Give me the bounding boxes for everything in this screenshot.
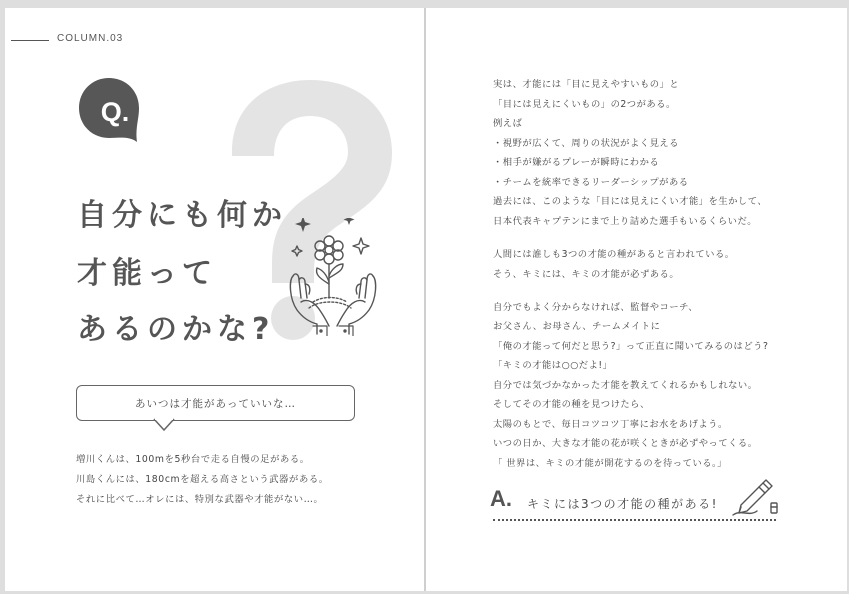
body-line: ・視野が広くて、周りの状況がよく見える (493, 138, 679, 149)
pencil-icon (731, 479, 779, 517)
answer-mark: A. (490, 486, 512, 511)
body-line: 自分でもよく分からなければ、監督やコーチ、 (493, 302, 699, 313)
column-label: COLUMN.03 (57, 33, 124, 44)
headline-line-1: 自分にも何か (77, 198, 287, 233)
book-spread (5, 8, 847, 591)
body-line: そう、キミには、キミの才能が必ずある。 (493, 269, 680, 280)
q-label: Q. (100, 97, 130, 127)
answer-dotted-rule (493, 519, 776, 521)
body-line: いつの日か、大きな才能の花が咲くときが必ずやってくる。 (493, 438, 758, 449)
left-page (5, 8, 424, 591)
sparkle-icon (292, 218, 369, 256)
right-page (426, 8, 847, 591)
body-line: 過去には、このような「目には見えにくい才能」を生かして、 (493, 196, 768, 207)
speech-text: あいつは才能があっていいな… (135, 398, 296, 410)
body-line: 「 世界は、キミの才能が開花するのを待っている。」 (493, 458, 727, 469)
body-line: ・相手が嫌がるプレーが瞬時にわかる (493, 157, 660, 168)
body-line: 「目には見えにくいもの」の2つがある。 (493, 99, 676, 110)
headline-line-3: あるのかな? (77, 312, 275, 347)
speech-bubble-tail (153, 418, 175, 432)
body-line: 増川くんは、100mを5秒台で走る自慢の足がある。 (76, 454, 310, 465)
body-line: 「キミの才能は○○だよ!」 (493, 360, 613, 371)
headline-line-2: 才能って (77, 256, 217, 291)
body-line: 例えば (493, 118, 523, 129)
body-line: ・チームを統率できるリーダーシップがある (493, 177, 689, 188)
body-line: 太陽のもとで、毎日コツコツ丁寧にお水をあげよう。 (493, 419, 728, 430)
body-line: お父さん、お母さん、チームメイトに (493, 321, 661, 332)
body-line: そしてその才能の種を見つけたら、 (493, 399, 650, 410)
flower-in-hands-icon (283, 218, 383, 336)
answer-text: キミには3つの才能の種がある! (527, 497, 718, 511)
body-line: 「俺の才能って何だと思う?」って正直に聞いてみるのはどう? (493, 341, 769, 352)
column-rule (11, 40, 49, 41)
body-line: 川島くんには、180cmを超える高さという武器がある。 (76, 474, 329, 485)
body-line: 人間には誰しも3つの才能の種があると言われている。 (493, 249, 735, 260)
body-line: それに比べて…オレには、特別な武器や才能がない…。 (76, 494, 324, 505)
body-line: 実は、才能には「目に見えやすいもの」と (493, 79, 680, 90)
body-line: 自分では気づかなかった才能を教えてくれるかもしれない。 (493, 380, 758, 391)
body-line: 日本代表キャプテンにまで上り詰めた選手もいるくらいだ。 (493, 216, 758, 227)
